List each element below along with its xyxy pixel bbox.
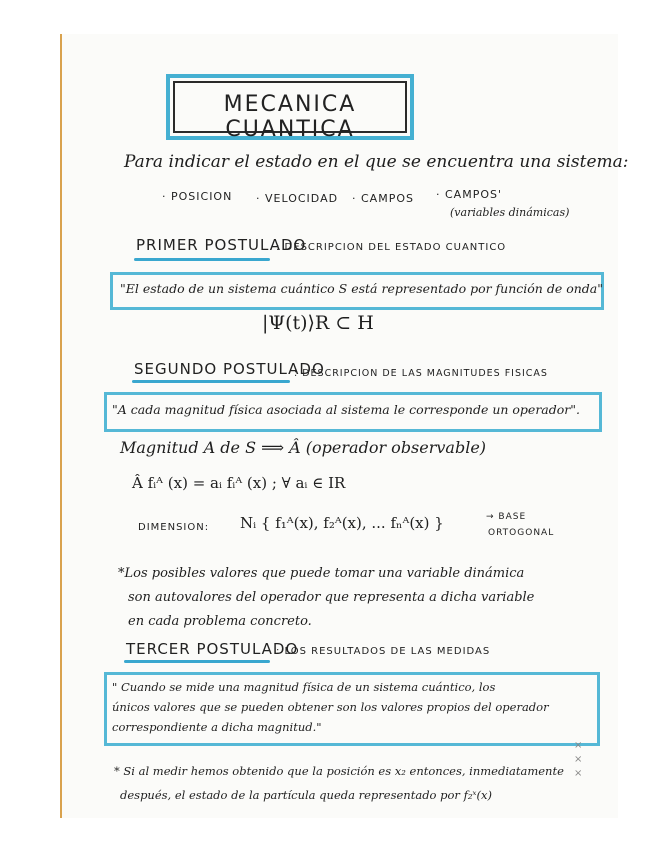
postulado2-quote: "A cada magnitud física asociada al sistema le corresponde un operador". <box>112 402 580 417</box>
postulado3-subtitle: : LOS RESULTADOS DE LAS MEDIDAS <box>276 646 491 657</box>
dimension-set: Nᵢ { f₁ᴬ(x), f₂ᴬ(x), ... fₙᴬ(x) } <box>240 514 444 532</box>
postulado1-subtitle: : DESCRIPCION DEL ESTADO CUANTICO <box>276 242 507 253</box>
postulado1-quote: "El estado de un sistema cuántico S está representado por función de onda" <box>120 281 603 296</box>
postulado3-underline <box>124 660 270 663</box>
intro-note: (variables dinámicas) <box>450 206 570 219</box>
intro-item-velocity: · VELOCIDAD <box>256 192 339 205</box>
intro-item-fields-prime: · CAMPOS' <box>436 188 502 201</box>
postulado2-line2: Â fᵢᴬ (x) = aᵢ fᵢᴬ (x) ; ∀ aᵢ ∈ IR <box>132 474 346 492</box>
postulado2-heading: SEGUNDO POSTULADO <box>134 360 325 378</box>
margin-mark-3: × <box>574 768 583 779</box>
postulado3-quote-line-3: correspondiente a dicha magnitud." <box>112 720 322 734</box>
title-box <box>166 74 414 140</box>
intro-item-fields: · CAMPOS <box>352 192 414 205</box>
postulado1-formula: |Ψ(t)⟩R ⊂ H <box>262 312 374 334</box>
base-label-1: → BASE <box>486 512 527 522</box>
postulado3-quote-line-1: " Cuando se mide una magnitud física de un sistema cuántico, los <box>112 680 496 694</box>
margin-mark-2: × <box>574 754 583 765</box>
postulado2-underline <box>132 380 290 383</box>
postulado2-note-line-2: son autovalores del operador que representa a dicha variable <box>128 590 535 605</box>
final-note-line-1: * Si al medir hemos obtenido que la posición es x₂ entonces, inmediatamente <box>114 764 564 778</box>
postulado2-note-line-1: *Los posibles valores que puede tomar una variable dinámica <box>118 566 525 581</box>
postulado2-line1: Magnitud A de S ⟹ Â (operador observable) <box>120 438 487 457</box>
intro-line: Para indicar el estado en el que se encuentra una sistema: <box>124 152 629 172</box>
margin-mark-1: × <box>574 740 583 751</box>
final-note-line-2: después, el estado de la partícula queda representado por f₂ˣ(x) <box>120 788 492 802</box>
base-label-2: ORTOGONAL <box>488 528 555 538</box>
intro-item-position: · POSICION <box>162 190 233 203</box>
postulado2-subtitle: : DESCRIPCION DE LAS MAGNITUDES FISICAS <box>294 368 548 379</box>
postulado2-note-line-3: en cada problema concreto. <box>128 614 312 629</box>
notebook-page <box>60 34 629 818</box>
page-title: MECANICA CUANTICA <box>223 92 357 142</box>
postulado3-quote-line-2: únicos valores que se pueden obtener son los valores propios del operador <box>112 700 549 714</box>
postulado1-heading: PRIMER POSTULADO <box>136 236 307 254</box>
dimension-label: DIMENSION: <box>138 522 210 533</box>
postulado3-heading: TERCER POSTULADO <box>126 640 299 658</box>
postulado1-underline <box>134 258 270 261</box>
